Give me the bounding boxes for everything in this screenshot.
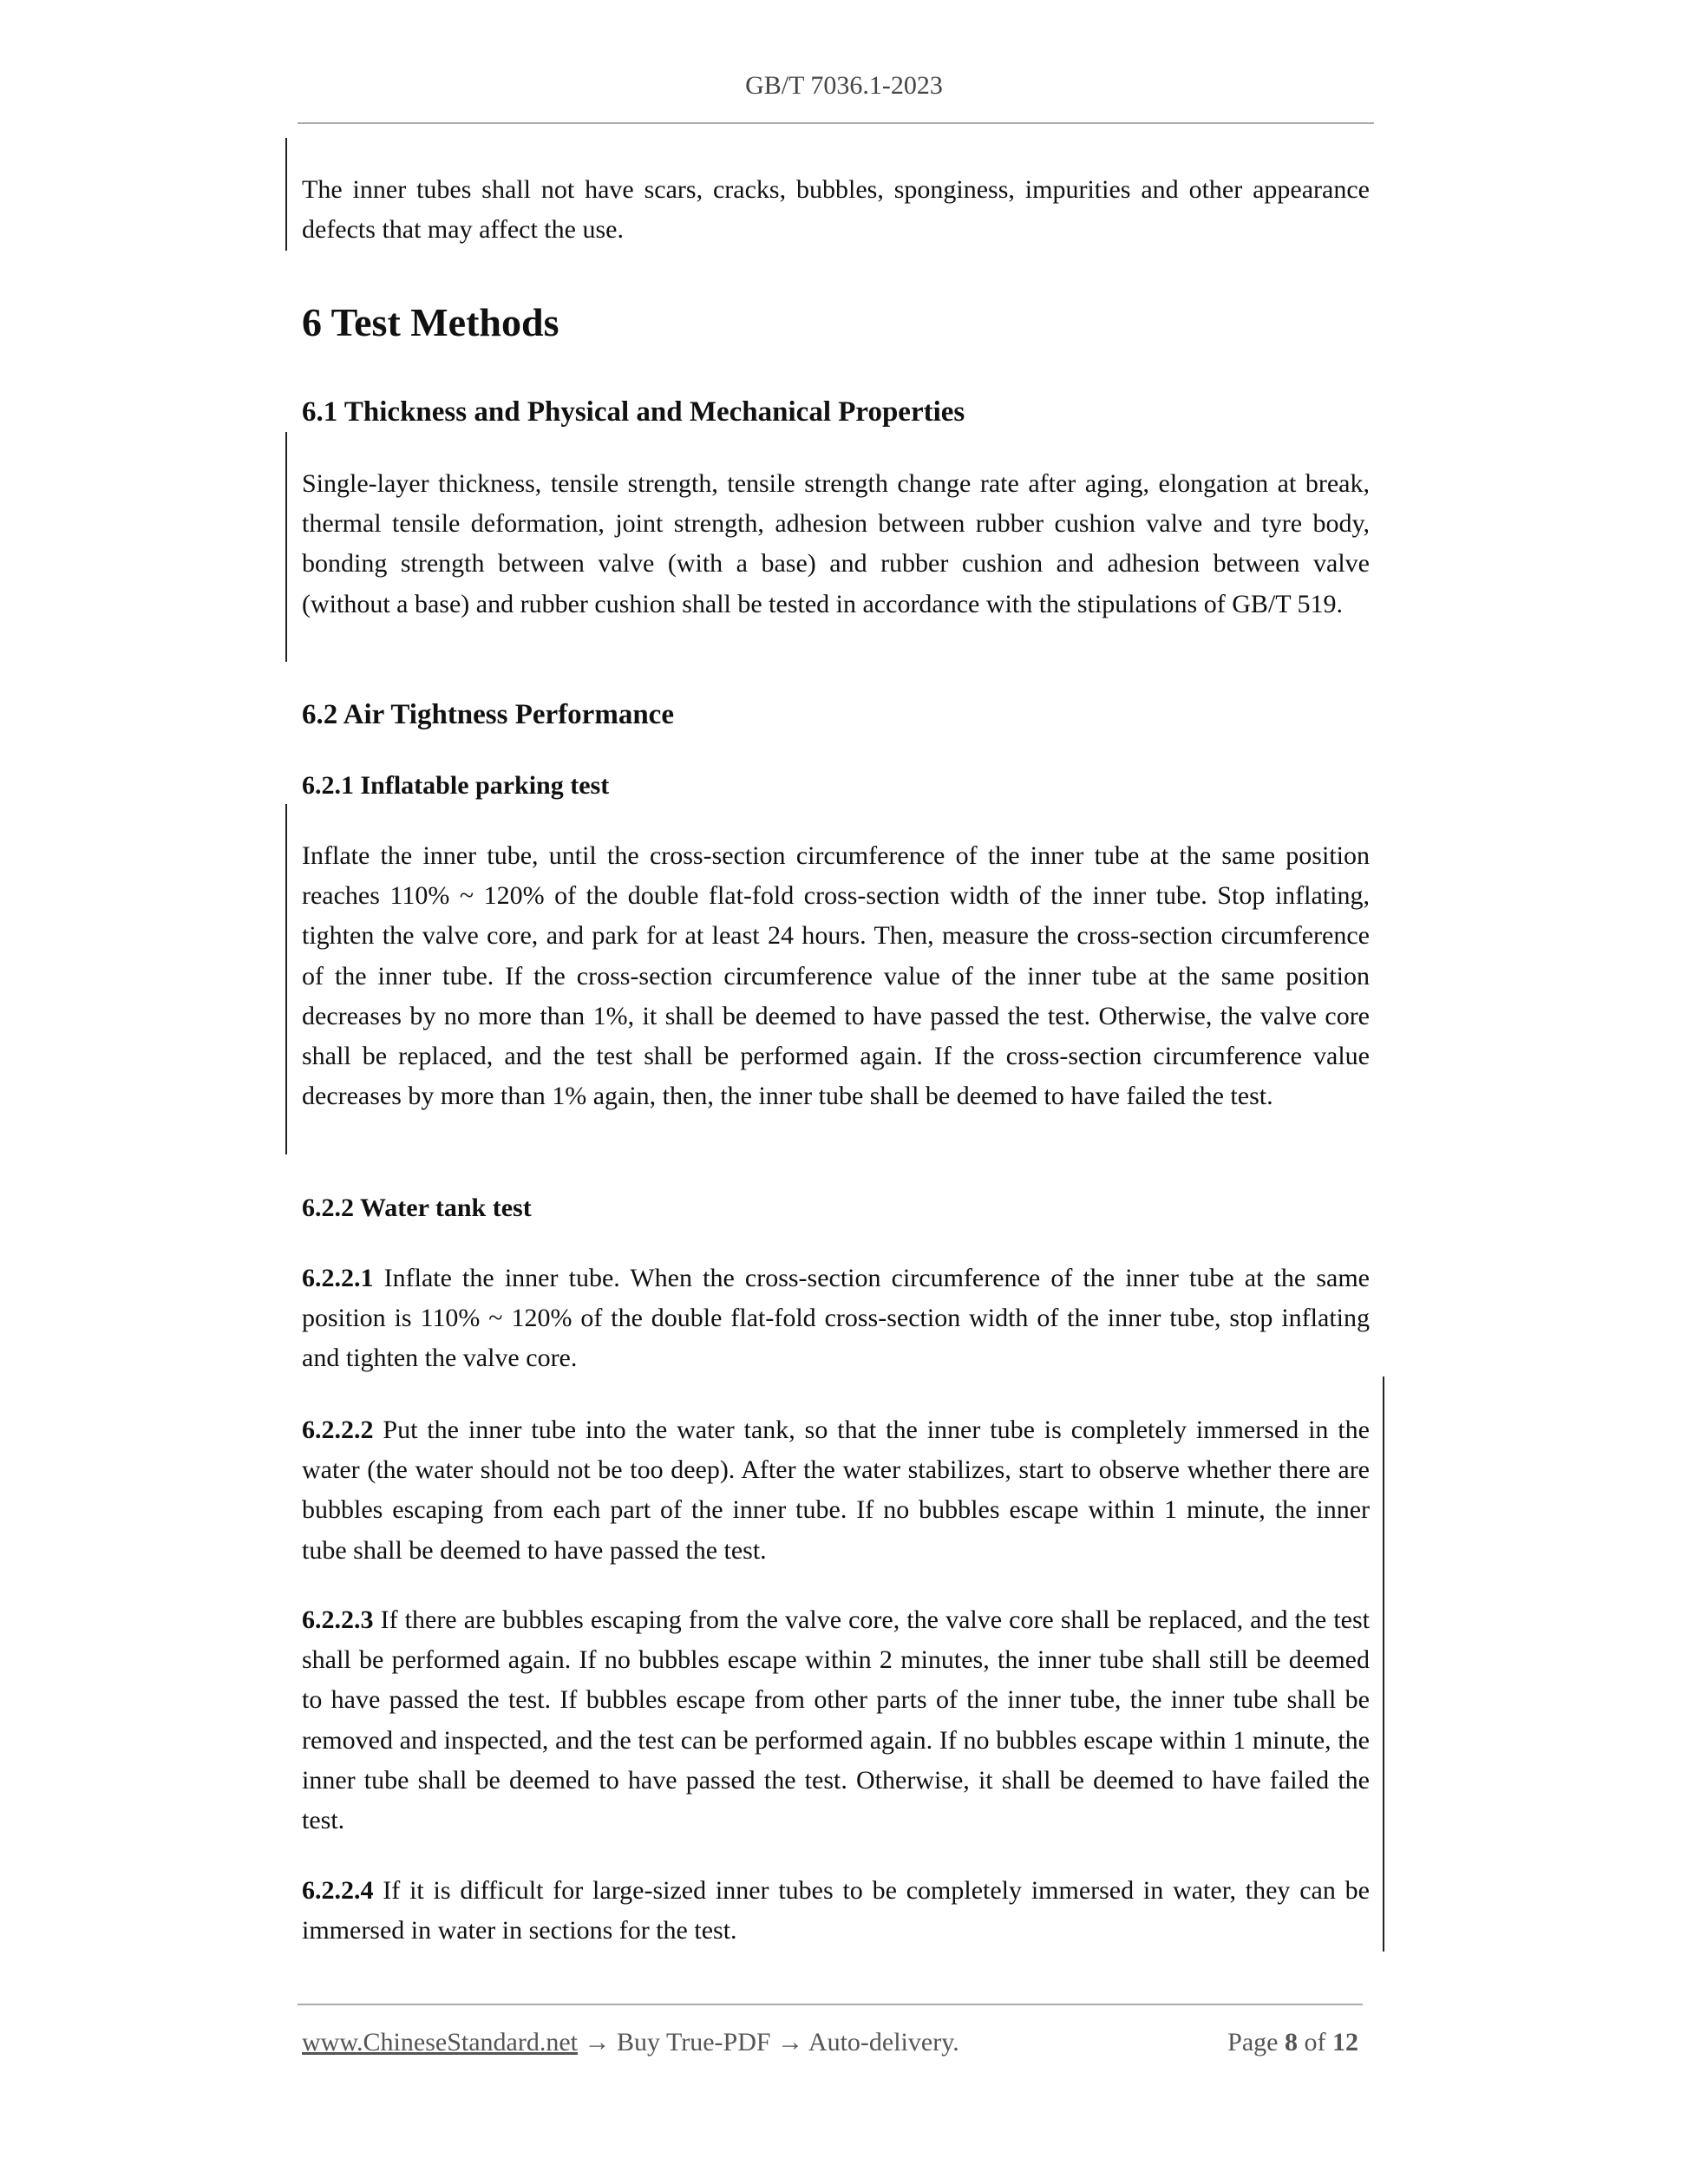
page-label: Page [1227,2028,1285,2056]
page-of: of [1298,2028,1332,2056]
clause-text: Put the inner tube into the water tank, so that the inner tube is completely immersed in the water (the water should not be too deep). After the water stabilizes, start to observe whether there are bubbles escaping from each part of the inner tube. If no bubbles escape within 1 minute, the inner tube shall be deemed to have passed the test. [302,1416,1370,1565]
page-indicator [1227,2025,1358,2060]
clause-6-2-2-4 [302,1871,1370,1951]
page-total: 12 [1332,2028,1358,2056]
change-bar [285,138,287,251]
section-6-2-1-heading: 6.2.1 Inflatable parking test [302,771,610,800]
footer-promo-text: → Buy True-PDF → Auto-delivery. [578,2028,959,2056]
site-link[interactable]: www.ChineseStandard.net [302,2028,578,2056]
section-6-2-1-paragraph: Inflate the inner tube, until the cross-section circumference of the inner tube at the same position reaches 110% ~ 120% of the double flat-fold cross-section width of the inner tube. Stop inflating, tighten the valve core, and park for at least 24 hours. Then, measure the cross-section circumference of the inner tube. If the cross-section circumference value of the inner tube at the same position decreases by no more than 1%, it shall be deemed to have passed the test. Otherwise, the valve core shall be replaced, and the test shall be performed again. If the cross-section circumference value decreases by more than 1% again, then, the inner tube shall be deemed to have failed the test. [302,841,1370,1111]
clause-number: 6.2.2.4 [302,1876,374,1905]
section-6-heading: 6 Test Methods [302,300,559,344]
clause-text: If it is difficult for large-sized inner tubes to be completely immersed in water, they can be immersed in water in sections for the test. [302,1876,1370,1945]
clause-text: If there are bubbles escaping from the valve core, the valve core shall be replaced, and the test shall be performed again. If no bubbles escape within 2 minutes, the inner tube shall still be deemed to have passed the test. If bubbles escape from other parts of the inner tube, the inner tube shall be removed and inspected, and the test can be performed again. If no bubbles escape within 1 minute, the inner tube shall be deemed to have passed the test. Otherwise, it shall be deemed to have failed the test. [302,1605,1370,1835]
section-6-2-2-heading: 6.2.2 Water tank test [302,1193,532,1222]
section-6-1-paragraph: Single-layer thickness, tensile strength, tensile strength change rate after aging, elongation at break, thermal tensile deformation, joint strength, adhesion between rubber cushion valve and tyre body, bonding strength between valve (with a base) and rubber cushion and adhesion between valve (without a base) and rubber cushion shall be tested in accordance with the stipulations of GB/T 519. [302,469,1370,618]
clause-number: 6.2.2.3 [302,1605,374,1634]
intro-paragraph: The inner tubes shall not have scars, cracks, bubbles, sponginess, impurities and other appearance defects that may affect the use. [302,175,1370,245]
change-bar [1383,1376,1384,1952]
header-divider [298,122,1374,124]
clause-6-2-2-1 [302,1259,1370,1379]
footer-promo [302,2025,959,2060]
footer-divider [298,2004,1363,2005]
clause-6-2-2-2 [302,1410,1370,1571]
change-bar [285,432,287,662]
document-header-id: GB/T 7036.1-2023 [745,71,943,100]
page-current: 8 [1285,2028,1298,2056]
clause-6-2-2-3 [302,1600,1370,1841]
clause-number: 6.2.2.2 [302,1416,374,1444]
clause-text: Inflate the inner tube. When the cross-section circumference of the inner tube at the same position is 110% ~ 120% of the double flat-fold cross-section width of the inner tube, stop inflating and tighten the valve core. [302,1264,1370,1373]
section-6-1-heading: 6.1 Thickness and Physical and Mechanical Properties [302,396,965,428]
change-bar [285,804,287,1154]
clause-number: 6.2.2.1 [302,1264,374,1292]
section-6-2-heading: 6.2 Air Tightness Performance [302,699,674,730]
